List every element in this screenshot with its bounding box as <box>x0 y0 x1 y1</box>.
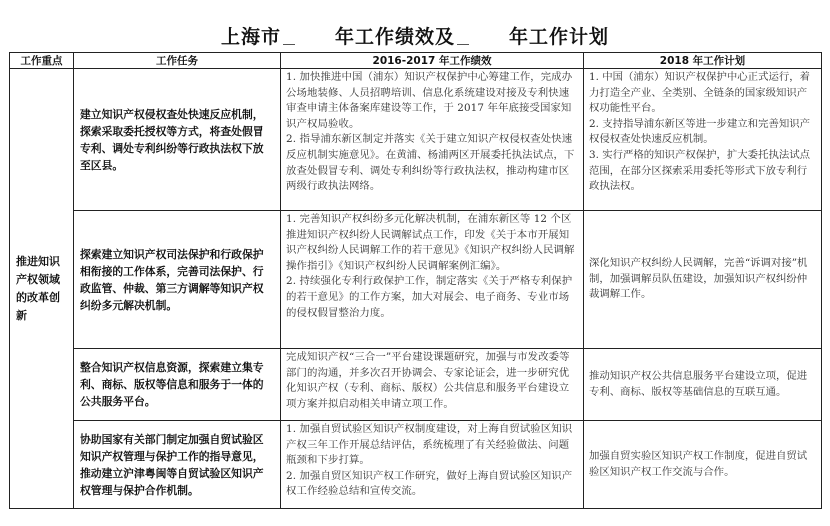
plan-item: 推动知识产权公共信息服务平台建设立项，促进专利、商标、版权等基础信息的互联互通。 <box>589 369 808 398</box>
focus-area-cell: 推进知识产权领域的改革创新 <box>10 69 74 509</box>
performance-cell <box>281 211 584 349</box>
performance-item: 2. 指导浦东新区制定并落实《关于建立知识产权侵权查处快速反应机制实施意见》。在黄浦、杨浦两区开展委托执法试点，下放查处假冒专利、调处专利纠纷等行政执法权，推动构建市区两级行政执法网络。 <box>286 133 575 193</box>
document-title <box>0 22 830 49</box>
header-focus: 工作重点 <box>10 53 74 69</box>
title-part-2: 年工作绩效及 <box>334 26 455 48</box>
task-cell: 探索建立知识产权司法保护和行政保护相衔接的工作体系，完善司法保护、行政监管、仲裁、第三方调解等知识产权纠纷多元解决机制。 <box>74 211 281 349</box>
table-row <box>10 349 822 421</box>
performance-item: 2. 持续强化专利行政保护工作，制定落实《关于严格专利保护的若干意见》的工作方案，加大对展会、电子商务、专业市场的侵权假冒整治力度。 <box>286 275 573 319</box>
title-part-1: 上海市 <box>220 26 281 48</box>
performance-cell <box>281 421 584 509</box>
plan-cell <box>584 421 822 509</box>
plan-cell <box>584 349 822 421</box>
plan-item: 加强自贸实验区知识产权工作制度，促进自贸试验区知识产权工作交流与合作。 <box>589 449 808 478</box>
title-part-3: 年工作计划 <box>509 26 610 48</box>
performance-item: 1. 加强自贸试验区知识产权制度建设，对上海自贸试验区知识产权三年工作开展总结评估，系统梳理了有关经验做法、问题瓶颈和下步打算。 <box>286 423 573 467</box>
header-task: 工作任务 <box>74 53 281 69</box>
plan-item: 2. 支持指导浦东新区等进一步建立和完善知识产权侵权查处快速反应机制。 <box>589 117 811 146</box>
performance-cell <box>281 69 584 211</box>
plan-cell <box>584 211 822 349</box>
task-cell: 整合知识产权信息资源，探索建立集专利、商标、版权等信息和服务于一体的公共服务平台。 <box>74 349 281 421</box>
performance-item: 2. 加强自贸区知识产权工作研究，做好上海自贸试验区知识产权工作经验总结和宣传交流。 <box>286 469 573 498</box>
table-row <box>10 211 822 349</box>
table-row <box>10 69 822 211</box>
task-cell: 协助国家有关部门制定加强自贸试验区知识产权管理与保护工作的指导意见，推动建立沪津粤闽等自贸试验区知识产权管理与保护合作机制。 <box>74 421 281 509</box>
plan-item: 1. 中国（浦东）知识产权保护中心正式运行，着力打造全产业、全类别、全链条的国家级知识产权功能性平台。 <box>589 71 811 115</box>
title-year-blank-1 <box>283 28 295 45</box>
plan-item: 3. 实行严格的知识产权保护，扩大委托执法试点范围，在部分区探索采用委托等形式下放专利行政执法权。 <box>589 148 811 193</box>
performance-cell <box>281 349 584 421</box>
title-year-blank-2 <box>457 28 469 45</box>
performance-item: 完成知识产权“三合一”平台建设课题研究，加强与市发改委等部门的沟通，并多次召开协调会、专家论证会，进一步研究优化知识产权（专利、商标、版权）公共信息和服务平台建设立项方案并拟启动相关申请立项工作。 <box>286 351 570 410</box>
plan-item: 深化知识产权纠纷人民调解，完善“诉调对接”机制，加强调解员队伍建设，加强知识产权纠纷仲裁调解工作。 <box>589 257 808 301</box>
table-header-row <box>10 53 822 69</box>
table-row <box>10 421 822 509</box>
performance-item: 1. 加快推进中国（浦东）知识产权保护中心筹建工作，完成办公场地装修、人员招聘培训、信息化系统建设对接及专利快速审查申请主体备案库建设等工作，于 2017 年年底接受国家知识产权局验收。 <box>286 71 573 130</box>
task-cell: 建立知识产权侵权查处快速反应机制，探索采取委托授权等方式，将查处假冒专利、调处专利纠纷等行政执法权下放至区县。 <box>74 69 281 211</box>
header-plan: 2018 年工作计划 <box>584 53 822 69</box>
plan-cell <box>584 69 822 211</box>
header-performance: 2016-2017 年工作绩效 <box>281 53 584 69</box>
performance-item: 1. 完善知识产权纠纷多元化解决机制，在浦东新区等 12 个区推进知识产权纠纷人民调解试点工作，印发《关于本市开展知识产权纠纷人民调解工作的若干意见》《知识产权纠纷人民调解操作指引》《知识产权纠纷人民调解案例汇编》。 <box>286 213 575 272</box>
work-plan-table <box>9 52 822 509</box>
